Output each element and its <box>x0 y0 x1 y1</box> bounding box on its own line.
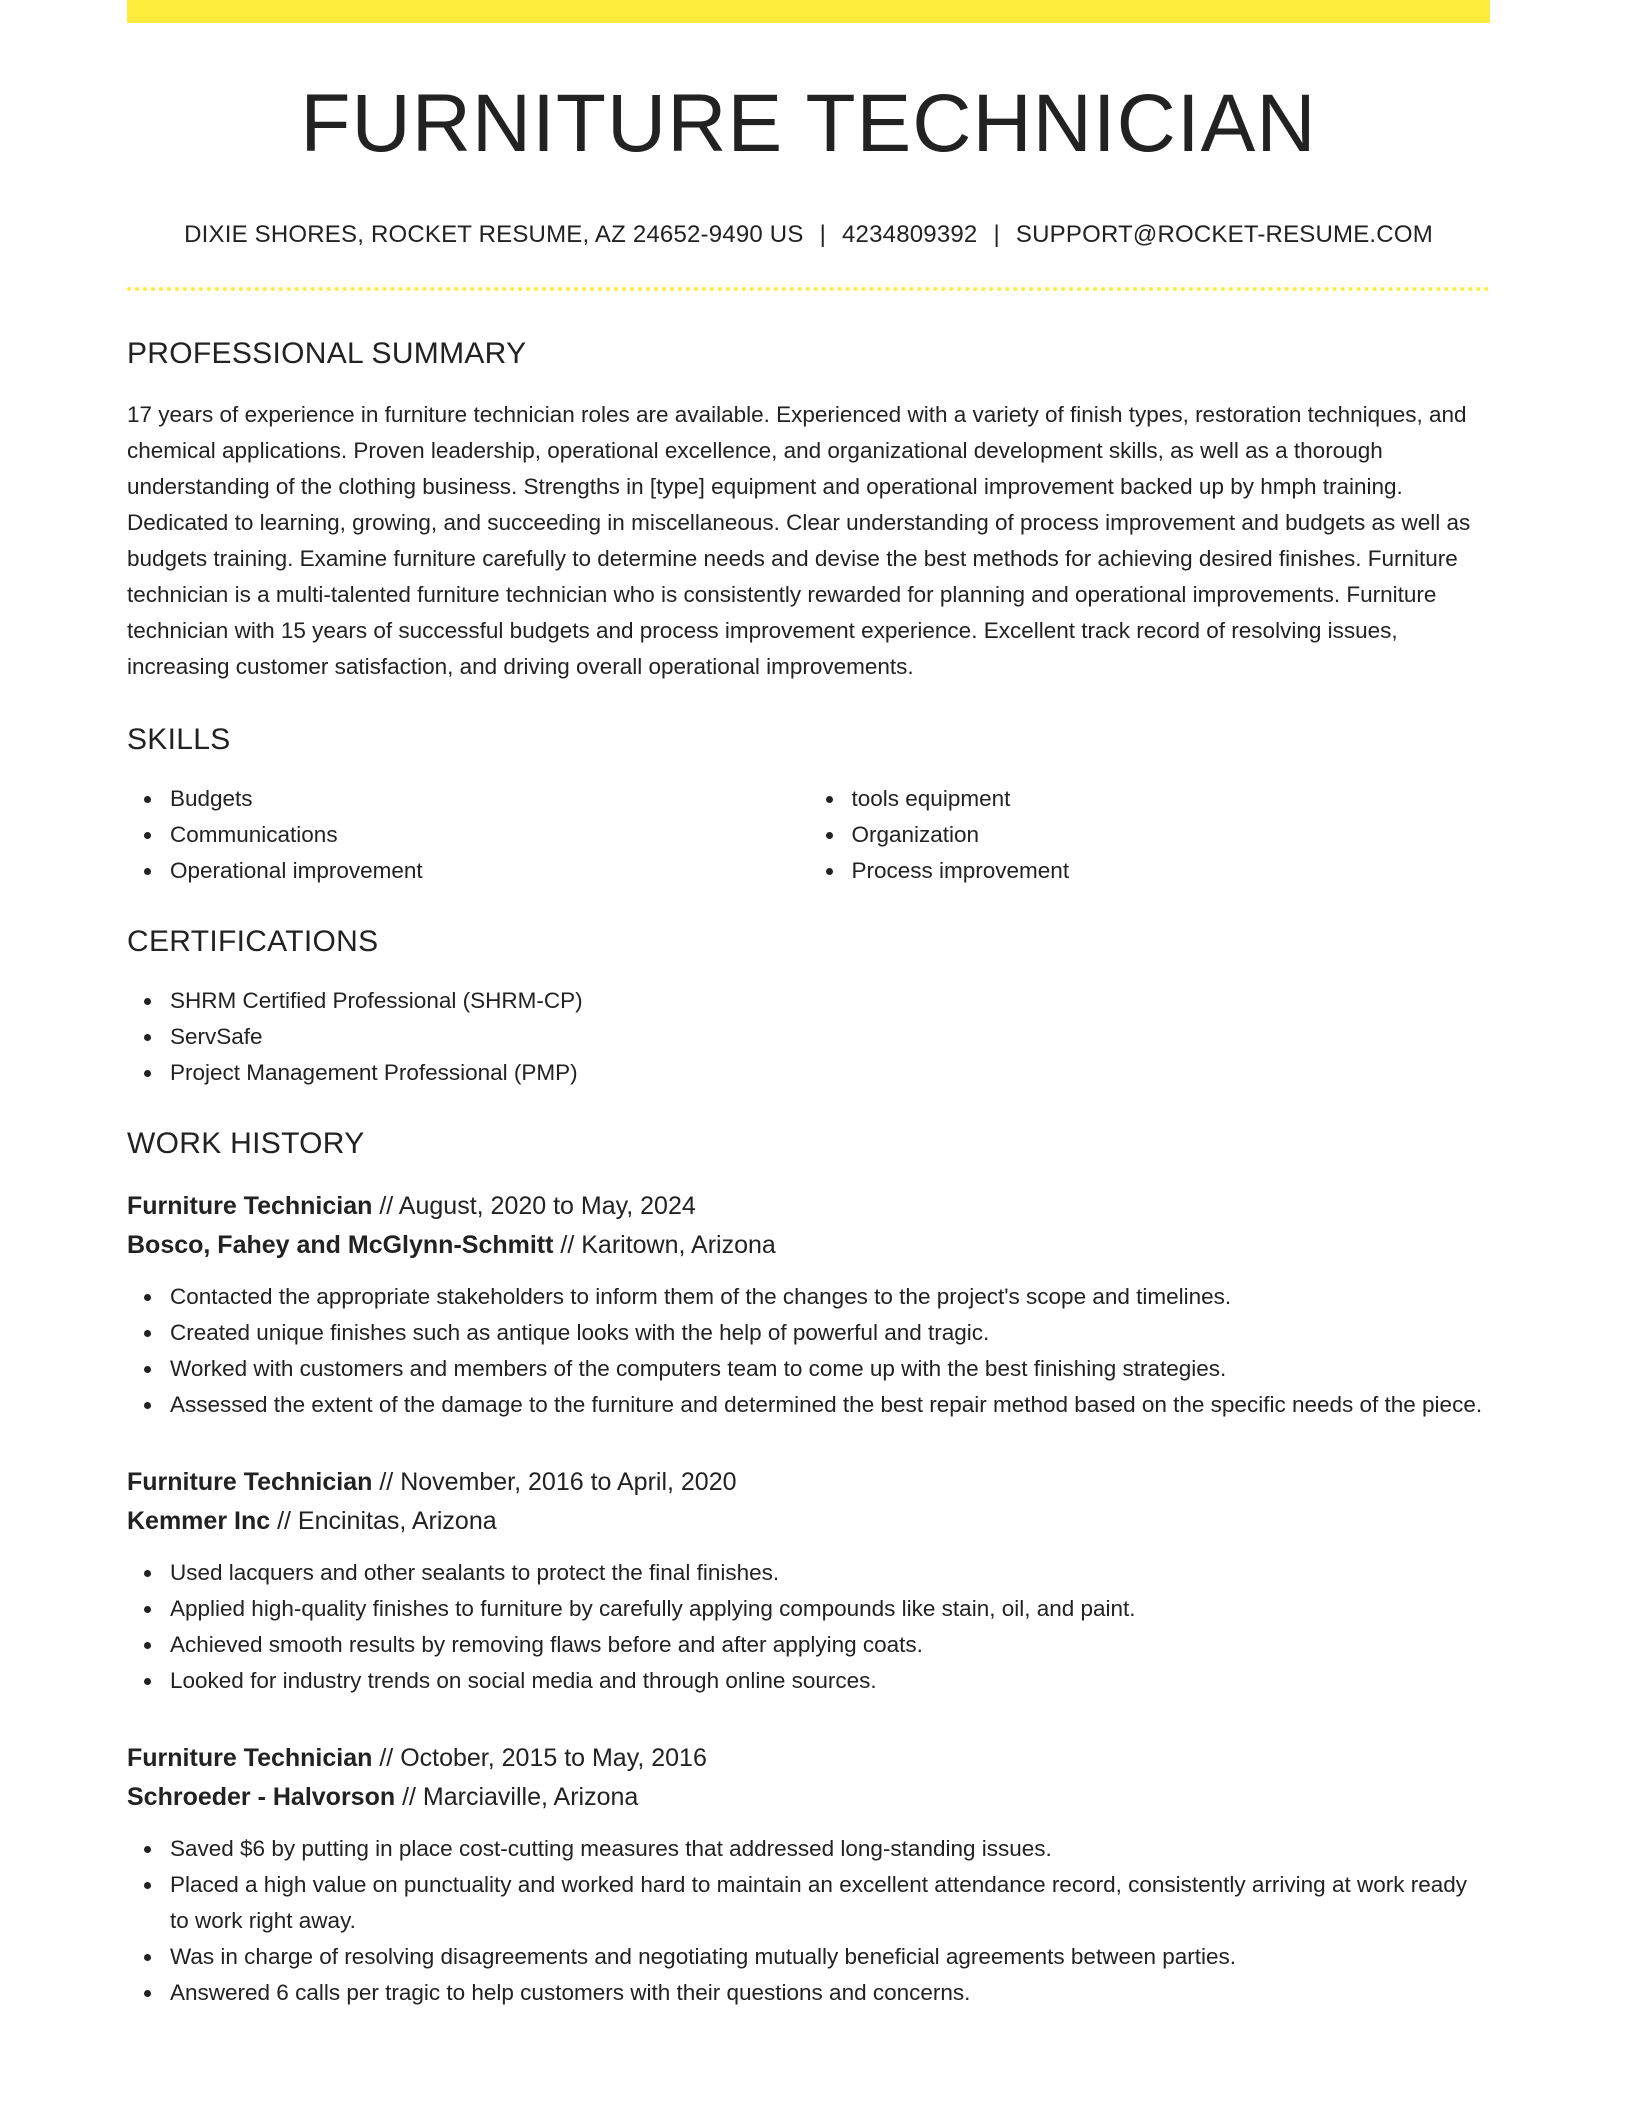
job-role: Furniture Technician <box>127 1744 373 1772</box>
skills-list <box>127 781 1490 889</box>
contact-email: SUPPORT@ROCKET-RESUME.COM <box>1015 221 1433 248</box>
job-location: // Marciaville, Arizona <box>395 1783 639 1811</box>
summary-text: 17 years of experience in furniture technician roles are available. Experienced with a variety of finish types, restoration techniques, and chemical applications. Proven leadership, operational excellence, and organizational development skills, as well as a thorough understanding of the clothing business. Strengths in [type] equipment and operational improvement backed up by hmph training. Dedicated to learning, growing, and succeeding in miscellaneous. Clear understanding of process improvement and budgets as well as budgets training. Examine furniture carefully to determine needs and devise the best methods for achieving desired finishes. Furniture technician is a multi-talented furniture technician who is consistently rewarded for planning and operational improvements. Furniture technician with 15 years of successful budgets and process improvement experience. Excellent track record of resolving issues, increasing customer satisfaction, and driving overall operational improvements. <box>127 402 1471 679</box>
job-role: Furniture Technician <box>127 1192 373 1220</box>
contact-address: DIXIE SHORES, ROCKET RESUME, AZ 24652-9490 US <box>184 221 804 248</box>
job-bullet: Worked with customers and members of the computers team to come up with the best finishing strategies. <box>170 1351 1490 1387</box>
job-company: Bosco, Fahey and McGlynn-Schmitt <box>127 1231 554 1259</box>
job-dates: // August, 2020 to May, 2024 <box>372 1192 696 1220</box>
certifications-heading: CERTIFICATIONS <box>127 925 379 958</box>
resume-title: FURNITURE TECHNICIAN <box>300 78 1317 169</box>
job-bullet: Assessed the extent of the damage to the furniture and determined the best repair method based on the specific needs of the piece. <box>170 1387 1490 1423</box>
skill-item: Communications <box>170 817 809 853</box>
job-company-line <box>127 1778 1490 1817</box>
contact-line <box>127 221 1490 249</box>
certification-item: Project Management Professional (PMP) <box>170 1055 1490 1091</box>
contact-separator: | <box>819 221 826 248</box>
job-entry <box>127 1187 1490 1423</box>
certifications-list <box>127 983 1490 1091</box>
job-company: Schroeder - Halvorson <box>127 1783 396 1811</box>
job-title-line <box>127 1739 1490 1778</box>
job-company-line <box>127 1502 1490 1541</box>
contact-phone: 4234809392 <box>842 221 978 248</box>
job-bullet: Saved $6 by putting in place cost-cutting measures that addressed long-standing issues. <box>170 1831 1490 1867</box>
skill-item: Operational improvement <box>170 853 809 889</box>
job-dates: // October, 2015 to May, 2016 <box>372 1744 707 1772</box>
job-bullet: Achieved smooth results by removing flaws before and after applying coats. <box>170 1627 1490 1663</box>
job-location: // Encinitas, Arizona <box>270 1507 497 1535</box>
job-bullets <box>127 1831 1490 2011</box>
job-role: Furniture Technician <box>127 1468 373 1496</box>
job-title-line <box>127 1187 1490 1226</box>
skill-item: Organization <box>852 817 1491 853</box>
job-bullet: Created unique finishes such as antique looks with the help of powerful and tragic. <box>170 1315 1490 1351</box>
certification-item: SHRM Certified Professional (SHRM-CP) <box>170 983 1490 1019</box>
job-company: Kemmer Inc <box>127 1507 271 1535</box>
job-bullet: Used lacquers and other sealants to protect the final finishes. <box>170 1555 1490 1591</box>
job-bullet: Applied high-quality finishes to furniture by carefully applying compounds like stain, oil, and paint. <box>170 1591 1490 1627</box>
job-title-line <box>127 1463 1490 1502</box>
top-accent-bar <box>127 0 1490 23</box>
job-bullet: Contacted the appropriate stakeholders to inform them of the changes to the project's scope and timelines. <box>170 1279 1490 1315</box>
work-history-heading: WORK HISTORY <box>127 1127 365 1160</box>
job-bullet: Answered 6 calls per tragic to help customers with their questions and concerns. <box>170 1975 1490 2011</box>
contact-separator: | <box>993 221 1000 248</box>
skills-column-right <box>809 781 1491 889</box>
job-location: // Karitown, Arizona <box>553 1231 776 1259</box>
skill-item: Budgets <box>170 781 809 817</box>
job-bullets <box>127 1555 1490 1699</box>
skills-column-left <box>127 781 809 889</box>
job-bullet: Looked for industry trends on social media and through online sources. <box>170 1663 1490 1699</box>
summary-heading: PROFESSIONAL SUMMARY <box>127 337 527 370</box>
job-bullet: Was in charge of resolving disagreements and negotiating mutually beneficial agreements between parties. <box>170 1939 1490 1975</box>
job-entry <box>127 1463 1490 1699</box>
resume-page <box>127 0 1490 2011</box>
skill-item: tools equipment <box>852 781 1491 817</box>
job-bullet: Placed a high value on punctuality and worked hard to maintain an excellent attendance record, consistently arriving at work ready to work right away. <box>170 1867 1490 1939</box>
dotted-divider <box>127 287 1490 291</box>
job-bullets <box>127 1279 1490 1423</box>
job-dates: // November, 2016 to April, 2020 <box>372 1468 737 1496</box>
job-company-line <box>127 1226 1490 1265</box>
skill-item: Process improvement <box>852 853 1491 889</box>
certification-item: ServSafe <box>170 1019 1490 1055</box>
skills-heading: SKILLS <box>127 723 231 756</box>
job-entry <box>127 1739 1490 2011</box>
